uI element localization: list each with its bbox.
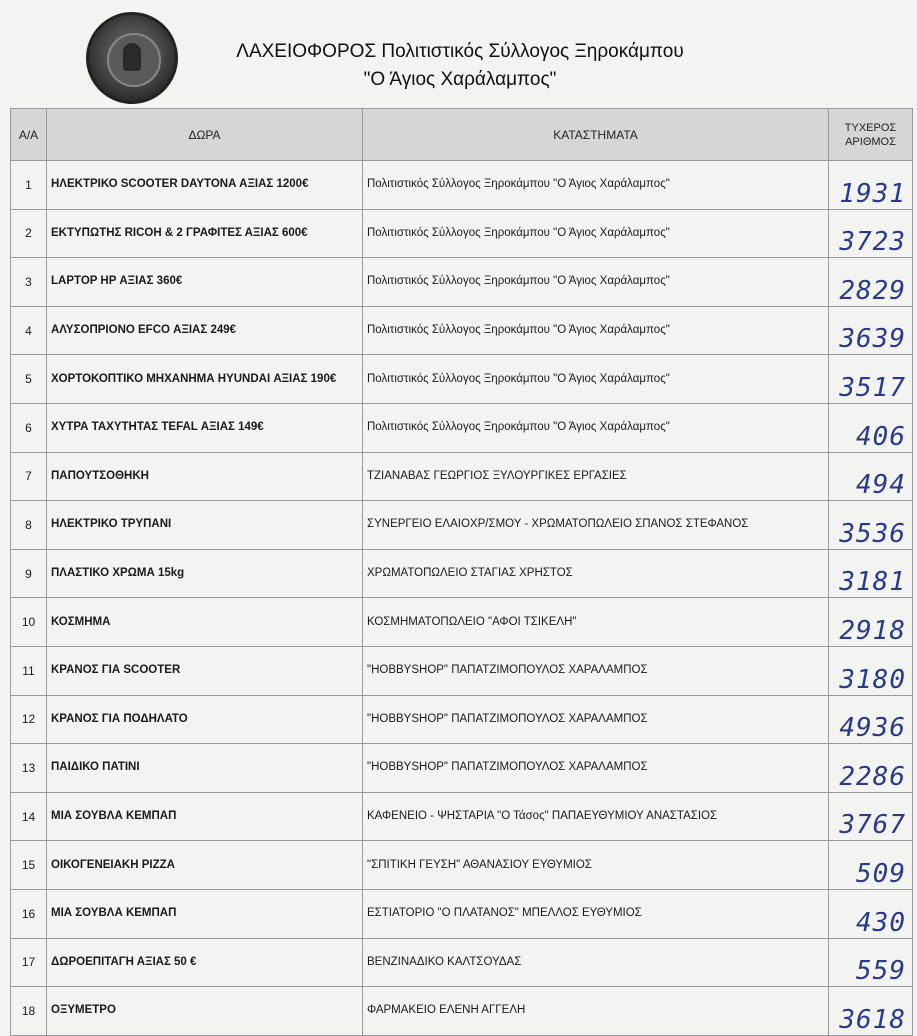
lucky-number-cell: 509 bbox=[829, 841, 913, 890]
lucky-number-cell: 559 bbox=[829, 938, 913, 987]
shop-cell: ΣΥΝΕΡΓΕΙΟ ΕΛΑΙΟΧΡ/ΣΜΟΥ - ΧΡΩΜΑΤΟΠΩΛΕΙΟ ΣΠΑΝΟΣ ΣΤΕΦΑΝΟΣ bbox=[363, 501, 829, 550]
row-number: 4 bbox=[11, 306, 47, 355]
column-header-lucky-number-line-1: ΤΥΧΕΡΟΣ bbox=[844, 121, 897, 134]
column-header-gifts: ΔΩΡΑ bbox=[47, 109, 363, 161]
row-number: 6 bbox=[11, 403, 47, 452]
gift-cell: ΠΛΑΣΤΙΚΟ ΧΡΩΜΑ 15kg bbox=[47, 549, 363, 598]
row-number: 11 bbox=[11, 646, 47, 695]
lucky-number-cell: 3767 bbox=[829, 792, 913, 841]
row-number: 15 bbox=[11, 841, 47, 890]
shop-cell: Πολιτιστικός Σύλλογος Ξηροκάμπου "Ο Άγιος Χαράλαμπος" bbox=[363, 258, 829, 307]
gift-cell: LAPTOP HP ΑΞΙΑΣ 360€ bbox=[47, 258, 363, 307]
table-row bbox=[11, 355, 913, 404]
table-row bbox=[11, 646, 913, 695]
lucky-number-cell: 406 bbox=[829, 403, 913, 452]
gift-cell: ΚΡΑΝΟΣ ΓΙΑ SCOOTER bbox=[47, 646, 363, 695]
shop-cell: ΚΟΣΜΗΜΑΤΟΠΩΛΕΙΟ "ΑΦΟΙ ΤΣΙΚΕΛΗ" bbox=[363, 598, 829, 647]
row-number: 1 bbox=[11, 161, 47, 210]
table-row bbox=[11, 209, 913, 258]
row-number: 14 bbox=[11, 792, 47, 841]
gift-cell: ΜΙΑ ΣΟΥΒΛΑ ΚΕΜΠΑΠ bbox=[47, 792, 363, 841]
column-header-aa: Α/Α bbox=[11, 109, 47, 161]
gift-cell: ΧΟΡΤΟΚΟΠΤΙΚΟ ΜΗΧΑΝΗΜΑ HYUNDAI ΑΞΙΑΣ 190€ bbox=[47, 355, 363, 404]
shop-cell: Πολιτιστικός Σύλλογος Ξηροκάμπου "Ο Άγιος Χαράλαμπος" bbox=[363, 403, 829, 452]
lucky-number-cell: 3618 bbox=[829, 987, 913, 1036]
gift-cell: ΠΑΠΟΥΤΣΟΘΗΚΗ bbox=[47, 452, 363, 501]
shop-cell: "ΣΠΙΤΙΚΗ ΓΕΥΣΗ" ΑΘΑΝΑΣΙΟΥ ΕΥΘΥΜΙΟΣ bbox=[363, 841, 829, 890]
table-row bbox=[11, 549, 913, 598]
row-number: 16 bbox=[11, 889, 47, 938]
shop-cell: ΒΕΝΖΙΝΑΔΙΚΟ ΚΑΛΤΣΟΥΔΑΣ bbox=[363, 938, 829, 987]
table-row bbox=[11, 841, 913, 890]
shop-cell: Πολιτιστικός Σύλλογος Ξηροκάμπου "Ο Άγιος Χαράλαμπος" bbox=[363, 209, 829, 258]
lucky-number-cell: 2286 bbox=[829, 744, 913, 793]
row-number: 10 bbox=[11, 598, 47, 647]
row-number: 12 bbox=[11, 695, 47, 744]
table-row bbox=[11, 938, 913, 987]
gift-cell: ΔΩΡΟΕΠΙΤΑΓΗ ΑΞΙΑΣ 50 € bbox=[47, 938, 363, 987]
row-number: 17 bbox=[11, 938, 47, 987]
gift-cell: ΕΚΤΥΠΩΤΗΣ RICOH & 2 ΓΡΑΦΙΤΕΣ ΑΞΙΑΣ 600€ bbox=[47, 209, 363, 258]
lucky-number-cell: 4936 bbox=[829, 695, 913, 744]
row-number: 13 bbox=[11, 744, 47, 793]
table-row bbox=[11, 695, 913, 744]
table-row bbox=[11, 744, 913, 793]
table-row bbox=[11, 889, 913, 938]
gift-cell: ΗΛΕΚΤΡΙΚΟ SCOOTER DAYTONA ΑΞΙΑΣ 1200€ bbox=[47, 161, 363, 210]
table-header-row bbox=[11, 109, 913, 161]
lucky-number-cell: 3517 bbox=[829, 355, 913, 404]
column-header-lucky-number-line-2: ΑΡΙΘΜΟΣ bbox=[845, 135, 896, 148]
row-number: 5 bbox=[11, 355, 47, 404]
shop-cell: ΚΑΦΕΝΕΙΟ - ΨΗΣΤΑΡΙΑ "Ο Τάσος" ΠΑΠΑΕΥΘΥΜΙΟΥ ΑΝΑΣΤΑΣΙΟΣ bbox=[363, 792, 829, 841]
shop-cell: "HOBBYSHOP" ΠΑΠΑΤΖΙΜΟΠΟΥΛΟΣ ΧΑΡΑΛΑΜΠΟΣ bbox=[363, 744, 829, 793]
shop-cell: "HOBBYSHOP" ΠΑΠΑΤΖΙΜΟΠΟΥΛΟΣ ΧΑΡΑΛΑΜΠΟΣ bbox=[363, 646, 829, 695]
shop-cell: ΤΖΙΑΝΑΒΑΣ ΓΕΩΡΓΙΟΣ ΞΥΛΟΥΡΓΙΚΕΣ ΕΡΓΑΣΙΕΣ bbox=[363, 452, 829, 501]
gift-cell: ΟΞΥΜΕΤΡΟ bbox=[47, 987, 363, 1036]
lucky-number-cell: 1931 bbox=[829, 161, 913, 210]
lucky-number-cell: 3536 bbox=[829, 501, 913, 550]
shop-cell: Πολιτιστικός Σύλλογος Ξηροκάμπου "Ο Άγιος Χαράλαμπος" bbox=[363, 306, 829, 355]
gift-cell: ΜΙΑ ΣΟΥΒΛΑ ΚΕΜΠΑΠ bbox=[47, 889, 363, 938]
table-row bbox=[11, 161, 913, 210]
lucky-number-cell: 3181 bbox=[829, 549, 913, 598]
shop-cell: Πολιτιστικός Σύλλογος Ξηροκάμπου "Ο Άγιος Χαράλαμπος" bbox=[363, 355, 829, 404]
row-number: 7 bbox=[11, 452, 47, 501]
shop-cell: ΕΣΤΙΑΤΟΡΙΟ "Ο ΠΛΑΤΑΝΟΣ" ΜΠΕΛΛΟΣ ΕΥΘΥΜΙΟΣ bbox=[363, 889, 829, 938]
lucky-number-cell: 2829 bbox=[829, 258, 913, 307]
lucky-number-cell: 2918 bbox=[829, 598, 913, 647]
gift-cell: ΧΥΤΡΑ ΤΑΧΥΤΗΤΑΣ TEFAL ΑΞΙΑΣ 149€ bbox=[47, 403, 363, 452]
row-number: 18 bbox=[11, 987, 47, 1036]
shop-cell: ΦΑΡΜΑΚΕΙΟ ΕΛΕΝΗ ΑΓΓΕΛΗ bbox=[363, 987, 829, 1036]
table-row bbox=[11, 501, 913, 550]
lucky-number-cell: 494 bbox=[829, 452, 913, 501]
saint-figure-icon bbox=[123, 43, 141, 71]
table-row bbox=[11, 403, 913, 452]
association-seal-logo bbox=[86, 12, 178, 104]
column-header-lucky-number bbox=[829, 109, 913, 161]
gift-cell: ΠΑΙΔΙΚΟ ΠΑΤΙΝΙ bbox=[47, 744, 363, 793]
lucky-number-cell: 3180 bbox=[829, 646, 913, 695]
table-row bbox=[11, 306, 913, 355]
table-row bbox=[11, 987, 913, 1036]
shop-cell: Πολιτιστικός Σύλλογος Ξηροκάμπου "Ο Άγιος Χαράλαμπος" bbox=[363, 161, 829, 210]
row-number: 3 bbox=[11, 258, 47, 307]
shop-cell: ΧΡΩΜΑΤΟΠΩΛΕΙΟ ΣΤΑΓΙΑΣ ΧΡΗΣΤΟΣ bbox=[363, 549, 829, 598]
column-header-shops: ΚΑΤΑΣΤΗΜΑΤΑ bbox=[363, 109, 829, 161]
lucky-number-cell: 3639 bbox=[829, 306, 913, 355]
shop-cell: "HOBBYSHOP" ΠΑΠΑΤΖΙΜΟΠΟΥΛΟΣ ΧΑΡΑΛΑΜΠΟΣ bbox=[363, 695, 829, 744]
gift-cell: ΟΙΚΟΓΕΝΕΙΑΚΗ PIZZA bbox=[47, 841, 363, 890]
document-header bbox=[200, 38, 720, 94]
gift-cell: ΚΟΣΜΗΜΑ bbox=[47, 598, 363, 647]
row-number: 2 bbox=[11, 209, 47, 258]
table-row bbox=[11, 598, 913, 647]
prize-results-table bbox=[10, 108, 913, 1036]
table-row bbox=[11, 792, 913, 841]
header-title-line-2: "Ο Άγιος Χαράλαμπος" bbox=[363, 69, 557, 90]
table-row bbox=[11, 452, 913, 501]
gift-cell: ΑΛΥΣΟΠΡΙΟΝΟ EFCO ΑΞΙΑΣ 249€ bbox=[47, 306, 363, 355]
row-number: 9 bbox=[11, 549, 47, 598]
lucky-number-cell: 430 bbox=[829, 889, 913, 938]
gift-cell: ΚΡΑΝΟΣ ΓΙΑ ΠΟΔΗΛΑΤΟ bbox=[47, 695, 363, 744]
table-row bbox=[11, 258, 913, 307]
lucky-number-cell: 3723 bbox=[829, 209, 913, 258]
row-number: 8 bbox=[11, 501, 47, 550]
gift-cell: ΗΛΕΚΤΡΙΚΟ ΤΡΥΠΑΝΙ bbox=[47, 501, 363, 550]
header-title-line-1: ΛΑΧΕΙΟΦΟΡΟΣ Πολιτιστικός Σύλλογος Ξηροκάμπου bbox=[236, 41, 684, 62]
